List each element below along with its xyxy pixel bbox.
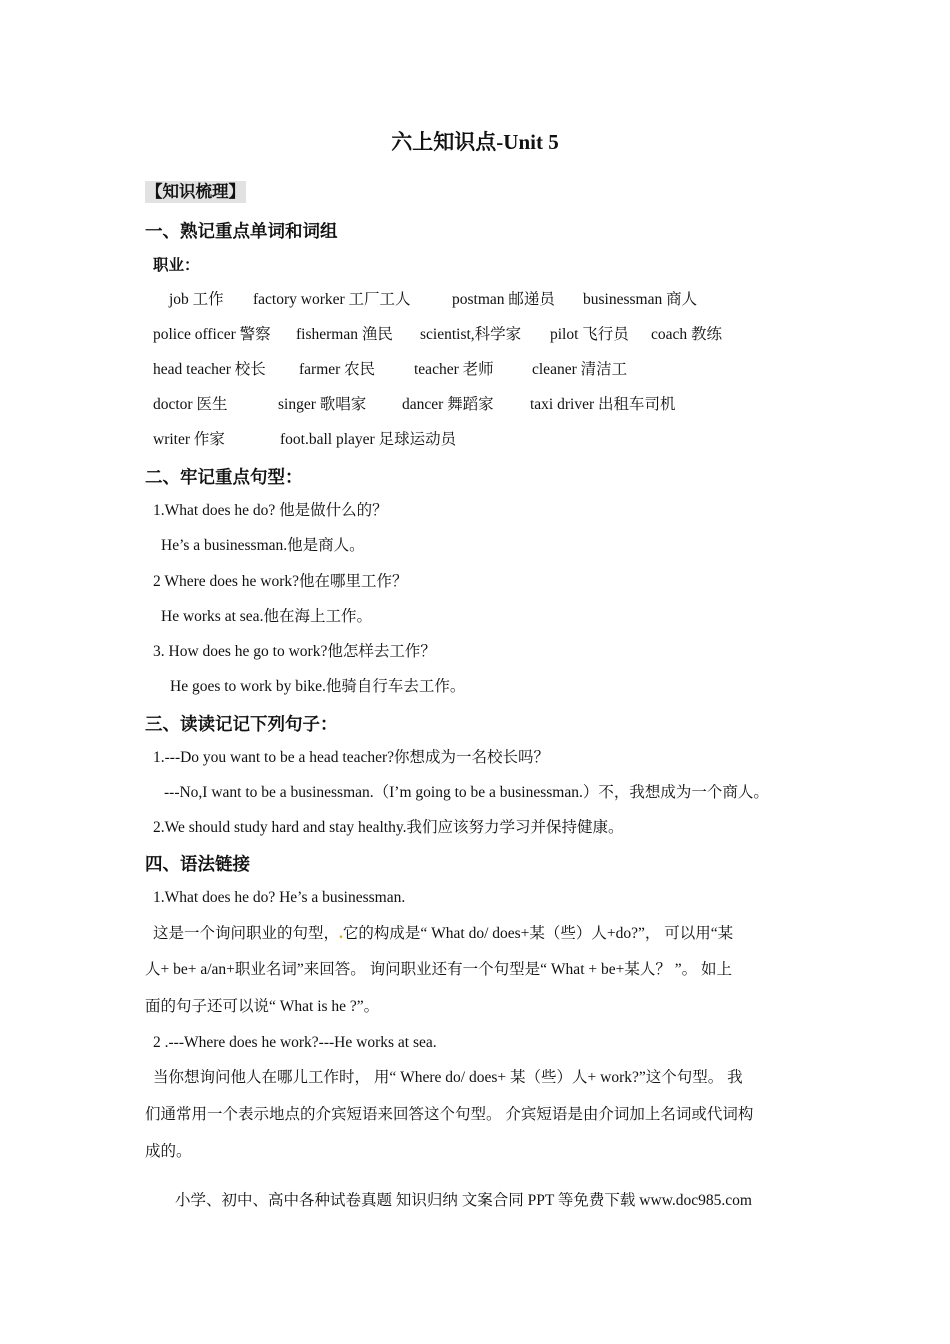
vocab-item: farmer 农民 (299, 361, 376, 378)
grammar-question: 1.What does he do? He’s a businessman. (153, 889, 406, 906)
pattern-line: 2 Where does he work?他在哪里工作？ (153, 573, 408, 590)
heading-patterns: 二、牢记重点句型： (145, 467, 303, 487)
pattern-line: 1.What does he do? 他是做什么的？ (153, 502, 388, 519)
vocab-item: teacher 老师 (414, 361, 494, 378)
sentence-line: ---No,I want to be a businessman.（I’m going to be a businessman.）不，我想成为一个商人。 (164, 784, 769, 801)
heading-vocabulary: 一、熟记重点单词和词组 (145, 221, 338, 241)
grammar-paragraph-line: 人+ be+ a/an+职业名词”来回答。 询问职业还有一个句型是“ What + be+某人？ ”。 如上 (145, 961, 732, 978)
grammar-paragraph-line: 们通常用一个表示地点的介宾短语来回答这个句型。 介宾短语是由介词加上名词或代词构 (145, 1106, 754, 1123)
footer-note: 小学、初中、高中各种试卷真题 知识归纳 文案合同 PPT 等免费下载 www.doc985.com (175, 1192, 752, 1209)
vocab-item: head teacher 校长 (153, 361, 266, 378)
vocab-item: doctor 医生 (153, 396, 228, 413)
sentence-line: 1.---Do you want to be a head teacher?你想成为一名校长吗？ (153, 749, 550, 766)
vocab-item: writer 作家 (153, 431, 225, 448)
grammar-paragraph-line: 成的。 (145, 1143, 192, 1160)
vocab-item: businessman 商人 (583, 291, 698, 308)
pattern-line: 3. How does he go to work?他怎样去工作？ (153, 643, 436, 660)
grammar-paragraph-line: 面的句子还可以说“ What is he ?”。 (145, 998, 380, 1015)
vocab-item: scientist,科学家 (420, 326, 522, 343)
vocab-item: police officer 警察 (153, 326, 271, 343)
jobs-label: 职业： (153, 257, 200, 274)
pattern-line: He works at sea.他在海上工作。 (161, 608, 372, 625)
vocab-item: foot.ball player 足球运动员 (280, 431, 457, 448)
section-tag: 【知识梳理】 (146, 182, 245, 201)
vocab-item: taxi driver 出租车司机 (530, 396, 676, 413)
grammar-question: 2 .---Where does he work?---He works at sea. (153, 1034, 437, 1051)
pattern-line: He goes to work by bike.他骑自行车去工作。 (170, 678, 466, 695)
heading-grammar: 四、语法链接 (145, 854, 250, 874)
pattern-line: He’s a businessman.他是商人。 (161, 537, 365, 554)
highlight-dot: . (339, 925, 343, 942)
vocab-item: postman 邮递员 (452, 291, 555, 308)
vocab-item: cleaner 清洁工 (532, 361, 628, 378)
vocab-item: fisherman 渔民 (296, 326, 393, 343)
vocab-item: pilot 飞行员 (550, 326, 629, 343)
vocab-item: dancer 舞蹈家 (402, 396, 494, 413)
heading-sentences: 三、读读记记下列句子： (145, 714, 338, 734)
grammar-text: 这是一个询问职业的句型， (153, 925, 340, 942)
grammar-text: 它的构成是“ What do/ does+某（些）人+do?”， 可以用“某 (342, 925, 734, 942)
vocab-item: factory worker 工厂工人 (253, 291, 411, 308)
vocab-item: coach 教练 (651, 326, 723, 343)
page-title: 六上知识点-Unit 5 (391, 130, 559, 154)
vocab-item: singer 歌唱家 (278, 396, 367, 413)
grammar-paragraph-line (153, 924, 733, 944)
grammar-paragraph-line: 当你想询问他人在哪儿工作时， 用“ Where do/ does+ 某（些）人+ work?”这个句型。 我 (153, 1069, 743, 1086)
vocab-item: job 工作 (169, 291, 224, 308)
sentence-line: 2.We should study hard and stay healthy.我们应该努力学习并保持健康。 (153, 819, 624, 836)
